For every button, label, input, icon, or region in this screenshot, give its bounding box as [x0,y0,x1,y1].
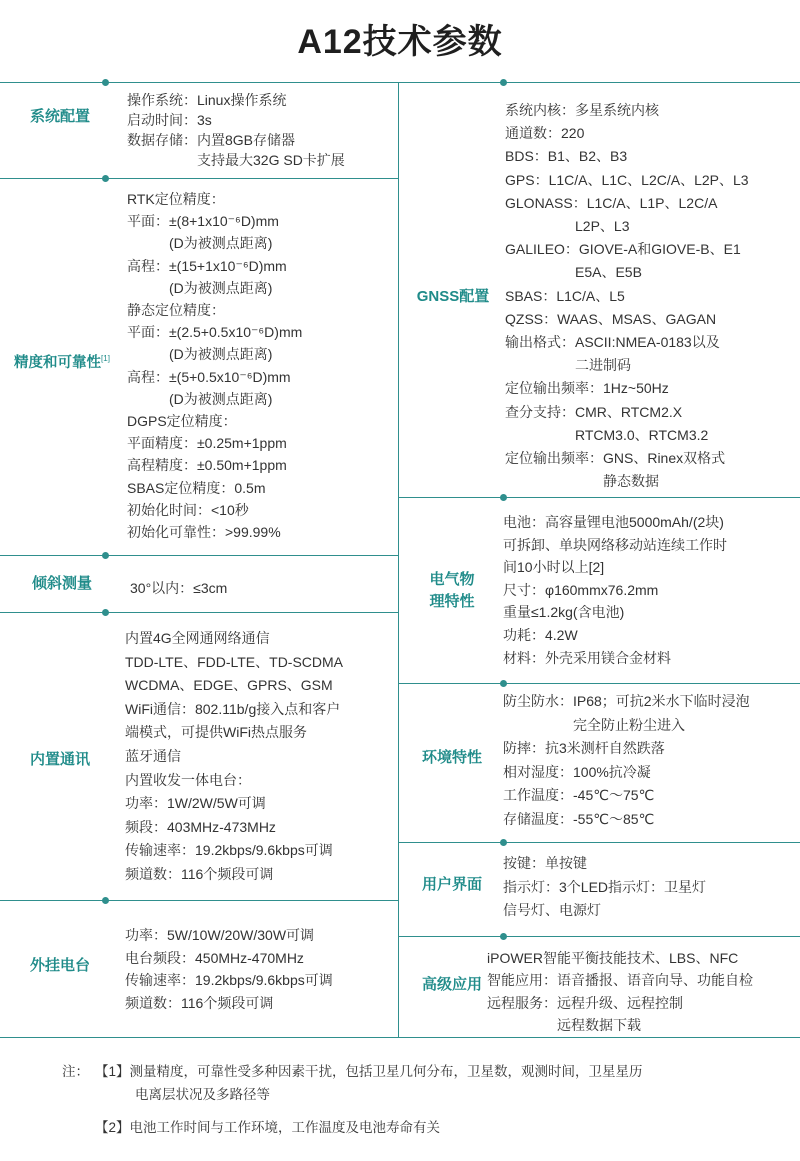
section-label-precision [0,348,124,374]
spec-line: 内置收发一体电台： [125,771,251,788]
spec-line: 初始化可靠性：>99.99% [127,524,281,541]
spec-line: 工作温度：-45℃～75℃ [503,787,655,804]
row-divider [0,555,398,556]
section-precision-content [127,188,302,543]
section-comm-content [125,627,343,887]
spec-line: 信号灯、电源灯 [503,902,601,918]
section-label-apps: 高级应用 [421,976,482,993]
spec-line: 系统内核：多星系统内核 [505,102,659,118]
spec-line: 防尘防水：IP68；可抗2米水下临时浸泡 [503,693,750,709]
section-radio-content [125,924,333,1014]
spec-line: 重量≤1.2kg(含电池) [503,604,625,621]
divider-dot [500,494,507,501]
page-title: A12技术参数 [297,23,503,61]
spec-line: 启动时间：3s [127,112,212,128]
note-1-line-2: 电离层状况及多路径等 [135,1087,270,1102]
spec-line: 高程精度：±0.50m+1ppm [127,457,287,474]
spec-line: GPS：L1C/A、L1C、L2C/A、L2P、L3 [505,171,749,188]
spec-line: E5A、E5B [505,264,642,281]
column-divider [398,82,399,1037]
spec-line: 频道数：116个频段可调 [125,865,274,882]
spec-line: 平面：±(2.5+0.5x10⁻⁶D)mm [127,324,303,341]
row-divider [398,497,800,498]
spec-line: 二进制码 [505,357,631,374]
spec-line: 电池：高容量锂电池5000mAh/(2块) [503,514,724,530]
spec-line: GALILEO：GIOVE-A和GIOVE-B、E1 [505,241,741,258]
spec-line: 高程：±(15+1x10⁻⁶D)mm [127,257,287,274]
spec-line: 通道数：220 [505,125,585,142]
spec-line: RTCM3.0、RTCM3.2 [505,426,709,443]
spec-line: BDS：B1、B2、B3 [505,148,628,165]
spec-line: SBAS定位精度：0.5m [127,479,266,496]
row-divider [0,900,398,901]
spec-line: 智能应用：语音播报、语音向导、功能自检 [487,972,753,989]
section-apps-content [487,947,753,1037]
spec-line: 间10小时以上[2] [503,559,605,576]
spec-line: 相对湿度：100%抗冷凝 [503,763,651,780]
spec-line: RTK定位精度： [127,191,225,207]
spec-line: iPOWER智能平衡技能技术、LBS、NFC [487,950,739,966]
spec-line: 按键：单按键 [503,855,587,871]
divider-dot [102,175,109,182]
spec-line: 存储温度：-55℃～85℃ [503,810,655,827]
row-divider [398,683,800,684]
spec-line: 传输速率：19.2kbps/9.6kbps可调 [125,972,333,988]
spec-line: 完全防止粉尘进入 [503,716,685,733]
spec-line: 功率：1W/2W/5W可调 [125,795,266,812]
section-label-environment: 环境特性 [421,749,482,766]
spec-line: 功耗：4.2W [503,626,578,643]
section-label-system: 系统配置 [29,108,90,125]
row-divider [0,178,398,179]
section-label-electric-line2: 理特性 [429,593,475,610]
spec-line: 高程：±(5+0.5x10⁻⁶D)mm [127,368,291,385]
spec-line: 指示灯：3个LED指示灯：卫星灯 [503,878,707,895]
spec-line: WiFi通信：802.11b/g接入点和客户 [125,700,341,717]
spec-line: 支持最大32G SD卡扩展 [127,152,345,168]
section-label-electric-line1: 电气物 [429,571,475,588]
footnote-ref: [1] [101,354,110,363]
spec-line: 平面：±(8+1x10⁻⁶D)mm [127,213,279,230]
spec-line: SBAS：L1C/A、L5 [505,287,625,304]
row-divider [0,612,398,613]
spec-line: 静态定位精度： [127,302,225,319]
section-gnss-content [505,99,749,493]
spec-line: 静态数据 [505,473,659,490]
section-label-comm: 内置通讯 [29,751,90,768]
note-2: 【2】电池工作时间与工作环境，工作温度及电池寿命有关 [95,1120,441,1135]
spec-line: QZSS：WAAS、MSAS、GAGAN [505,310,717,327]
spec-line: (D为被测点距离) [127,390,273,407]
spec-line: 功率：5W/10W/20W/30W可调 [125,927,315,943]
section-environment-content [503,690,750,832]
divider-dot [500,79,507,86]
spec-line: 输出格式：ASCII:NMEA-0183以及 [505,334,720,351]
spec-line: 初始化时间：<10秒 [127,501,249,518]
spec-line: 材料：外壳采用镁合金材料 [503,649,671,666]
spec-line: 尺寸：φ160mmx76.2mm [503,581,659,598]
spec-line: DGPS定位精度： [127,413,237,430]
spec-line: 数据存储：内置8GB存储器 [127,132,296,148]
section-label-tilt: 倾斜测量 [31,575,92,592]
spec-line: 传输速率：19.2kbps/9.6kbps可调 [125,842,333,859]
spec-line: 电台频段：450MHz-470MHz [125,949,304,966]
spec-line: 平面精度：±0.25m+1ppm [127,435,287,452]
divider-dot [500,933,507,940]
spec-line: 蓝牙通信 [125,747,181,764]
section-label-precision-text: 精度和可靠性 [14,354,102,371]
spec-line: 端模式，可提供WiFi热点服务 [125,724,307,741]
divider-dot [500,839,507,846]
spec-line: (D为被测点距离) [127,346,273,363]
divider-dot [102,552,109,559]
section-electric-content [503,511,727,669]
section-label-radio: 外挂电台 [29,957,90,974]
section-system-content [127,90,345,170]
spec-line: 定位输出频率：1Hz~50Hz [505,380,669,397]
spec-line: L2P、L3 [505,218,630,235]
spec-line: 操作系统：Linux操作系统 [127,92,287,108]
spec-line: 远程数据下载 [487,1017,641,1034]
spec-line: 可拆卸、单块网络移动站连续工作时 [503,536,727,553]
spec-line: 30°以内：≤3cm [130,580,228,596]
section-label-ui: 用户界面 [421,876,482,893]
spec-line: TDD-LTE、FDD-LTE、TD-SCDMA [125,653,344,670]
spec-line: 查分支持：CMR、RTCM2.X [505,403,683,420]
section-label-gnss: GNSS配置 [416,288,490,305]
section-label-electric [404,569,500,613]
divider-dot [102,897,109,904]
row-divider [398,936,800,937]
spec-line: 频道数：116个频段可调 [125,994,274,1011]
spec-line: 内置4G全网通网络通信 [125,630,270,646]
spec-line: (D为被测点距离) [127,279,273,296]
spec-line: 频段：403MHz-473MHz [125,818,276,835]
spec-line: 定位输出频率：GNS、Rinex双格式 [505,450,726,467]
row-divider [0,82,800,83]
spec-line: 远程服务：远程升级、远程控制 [487,994,683,1011]
divider-dot [500,680,507,687]
spec-line: (D为被测点距离) [127,235,273,252]
note-1-line-1: 【1】测量精度，可靠性受多种因素干扰，包括卫星几何分布，卫星数，观测时间，卫星星历 [95,1064,643,1079]
section-tilt-content [130,577,227,599]
spec-line: GLONASS：L1C/A、L1P、L2C/A [505,194,718,211]
row-divider [398,842,800,843]
row-divider [0,1037,800,1038]
section-ui-content [503,852,706,923]
divider-dot [102,609,109,616]
divider-dot [102,79,109,86]
notes-prefix: 注： [62,1064,89,1079]
spec-line: 防摔：抗3米测杆自然跌落 [503,740,665,757]
spec-line: WCDMA、EDGE、GPRS、GSM [125,677,333,694]
